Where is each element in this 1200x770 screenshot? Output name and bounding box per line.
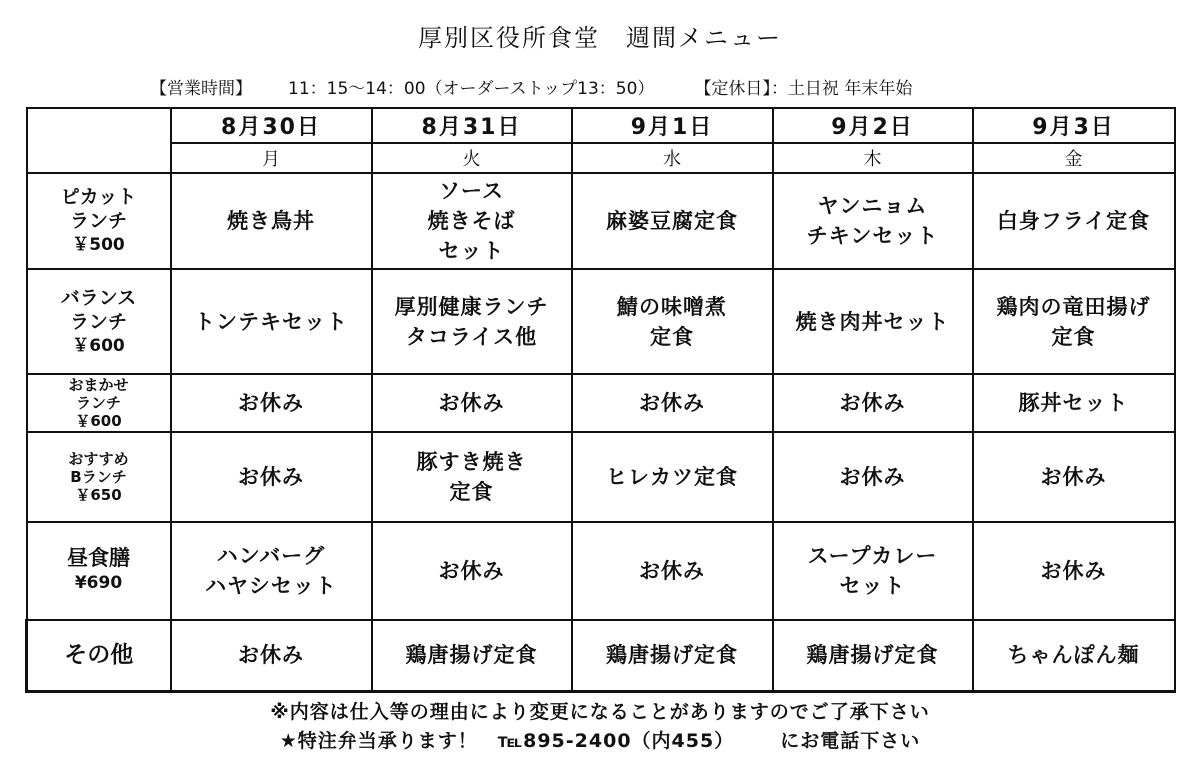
weekday-cell: 月 <box>171 143 372 173</box>
page-title: 厚別区役所食堂 週間メニュー <box>418 24 782 52</box>
date-cell: 8月31日 <box>372 108 572 143</box>
row-header: バランス ランチ ￥600 <box>27 269 171 374</box>
menu-row-balance-lunch <box>27 269 1175 374</box>
menu-item: 鶏唐揚げ定食 <box>773 620 973 691</box>
order-notice-phone: ★特注弁当承ります！ ℡895-2400（内455） <box>279 730 735 752</box>
corner-cell <box>27 108 171 173</box>
order-notice <box>0 726 1200 753</box>
date-row <box>27 108 1175 143</box>
menu-item: ヤンニョム チキンセット <box>773 173 973 269</box>
menu-item: トンテキセット <box>171 269 372 374</box>
weekday-cell: 火 <box>372 143 572 173</box>
menu-item: お休み <box>973 432 1175 522</box>
closed-label: 【定休日】 <box>694 79 771 99</box>
menu-item: 厚別健康ランチ タコライス他 <box>372 269 572 374</box>
menu-item: お休み <box>372 522 572 620</box>
menu-item: お休み <box>572 522 773 620</box>
menu-item: 鶏唐揚げ定食 <box>572 620 773 691</box>
menu-item: お休み <box>572 374 773 432</box>
menu-item: 豚すき焼き 定食 <box>372 432 572 522</box>
menu-item: お休み <box>171 374 372 432</box>
menu-item: お休み <box>171 432 372 522</box>
order-notice-call: にお電話下さい <box>780 730 921 752</box>
menu-row-picatto-lunch <box>27 173 1175 269</box>
menu-item: ヒレカツ定食 <box>572 432 773 522</box>
price-label: ￥600 <box>72 335 125 356</box>
menu-item: 麻婆豆腐定食 <box>572 173 773 269</box>
menu-item: 鶏唐揚げ定食 <box>372 620 572 691</box>
weekday-cell: 水 <box>572 143 773 173</box>
row-header: 昼食膳 ¥690 <box>27 522 171 620</box>
menu-item: 白身フライ定食 <box>973 173 1175 269</box>
weekly-menu-table <box>25 107 1176 693</box>
date-cell: 9月1日 <box>572 108 773 143</box>
menu-item: お休み <box>171 620 372 691</box>
hours-time: 11：15～14：00（オーダーストップ13：50） <box>288 79 655 99</box>
weekday-row <box>27 143 1175 173</box>
menu-item: スープカレー セット <box>773 522 973 620</box>
change-notice: ※内容は仕入等の理由により変更になることがありますのでご了承下さい <box>270 701 930 723</box>
row-header: その他 <box>27 620 171 691</box>
menu-item: 鶏肉の竜田揚げ 定食 <box>973 269 1175 374</box>
closed-days: ：土日祝 年末年始 <box>770 79 913 99</box>
date-cell: 9月2日 <box>773 108 973 143</box>
menu-item: 豚丼セット <box>973 374 1175 432</box>
date-cell: 8月30日 <box>171 108 372 143</box>
menu-item: お休み <box>773 432 973 522</box>
price-label: ￥650 <box>75 486 122 504</box>
price-label: ￥500 <box>72 235 125 255</box>
menu-item: ちゃんぽん麺 <box>973 620 1175 691</box>
menu-row-omakase-lunch <box>27 374 1175 432</box>
menu-item: ハンバーグ ハヤシセット <box>171 522 372 620</box>
row-header: ピカット ランチ ￥500 <box>27 173 171 269</box>
date-cell: 9月3日 <box>973 108 1175 143</box>
menu-item: 焼き肉丼セット <box>773 269 973 374</box>
row-header: おすすめ Bランチ ￥650 <box>27 432 171 522</box>
menu-item: お休み <box>773 374 973 432</box>
menu-row-osusume-b-lunch <box>27 432 1175 522</box>
menu-row-other <box>27 620 1175 691</box>
menu-row-chushokuzen <box>27 522 1175 620</box>
price-label: ¥690 <box>74 573 123 593</box>
row-header: おまかせ ランチ ￥600 <box>27 374 171 432</box>
menu-item: 焼き鳥丼 <box>171 173 372 269</box>
menu-item: ソース 焼きそば セット <box>372 173 572 269</box>
hours-label: 【営業時間】 <box>150 79 252 99</box>
weekday-cell: 木 <box>773 143 973 173</box>
price-label: ￥600 <box>75 412 122 430</box>
menu-item: お休み <box>372 374 572 432</box>
business-hours <box>150 74 912 99</box>
menu-item: お休み <box>973 522 1175 620</box>
weekday-cell: 金 <box>973 143 1175 173</box>
menu-item: 鯖の味噌煮 定食 <box>572 269 773 374</box>
